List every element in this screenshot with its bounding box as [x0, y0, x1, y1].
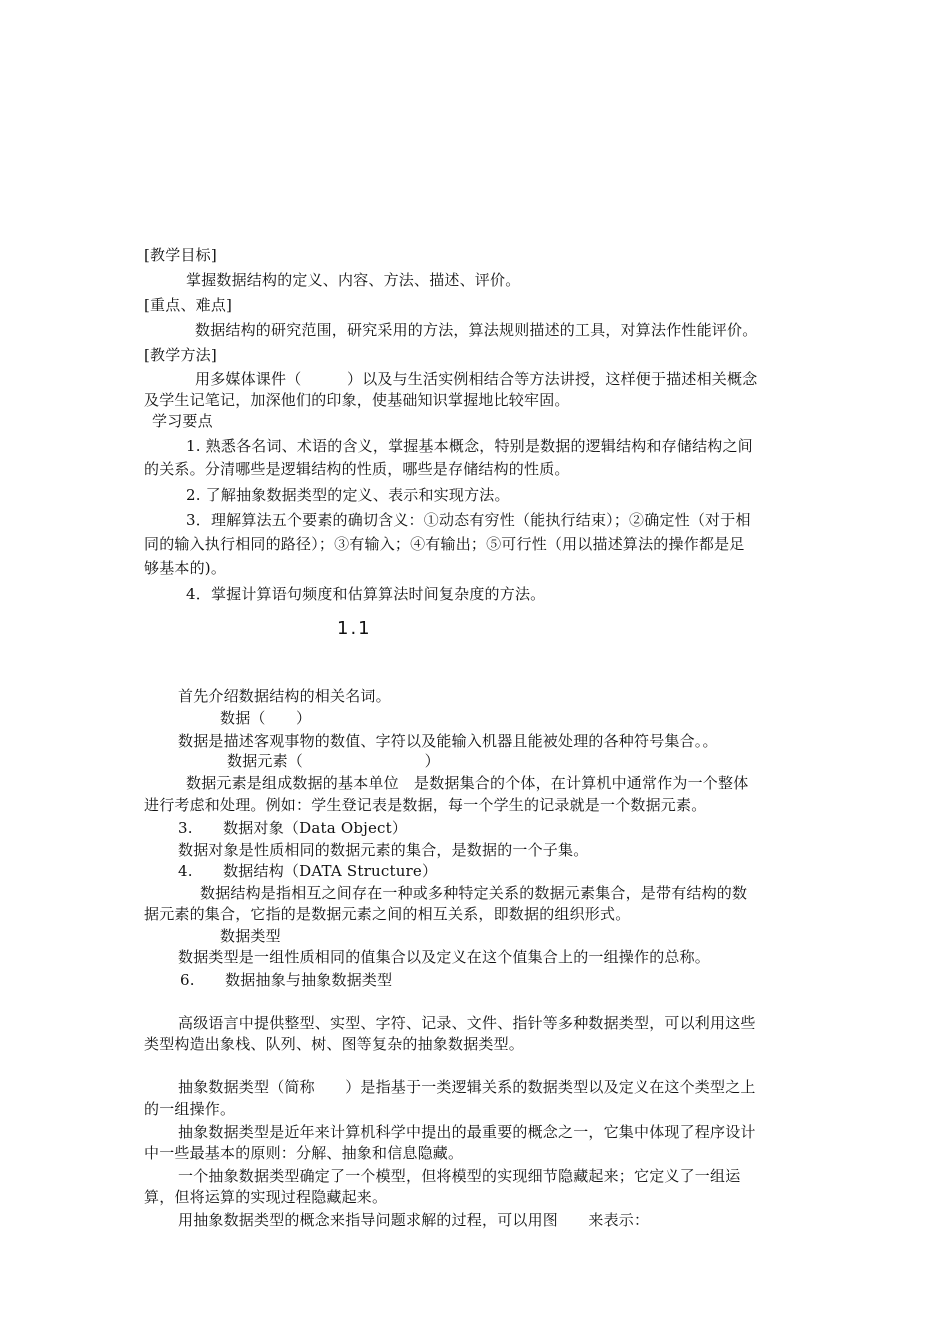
paragraph-line: 的关系。分清哪些是逻辑结构的性质，哪些是存储结构的性质。	[144, 460, 570, 478]
paragraph-line: 同的输入执行相同的路径）；③有输入；④有输出；⑤可行性（用以描述算法的操作都是足	[144, 535, 745, 553]
paragraph-line: 首先介绍数据结构的相关名词。	[178, 687, 391, 705]
section-number: 1.1	[337, 618, 372, 639]
paragraph-line: 抽象数据类型（简称 ）是指基于一类逻辑关系的数据类型以及定义在这个类型之上	[178, 1078, 756, 1096]
term-heading: 数据元素（ ）	[227, 752, 440, 770]
list-item: 2. 了解抽象数据类型的定义、表示和实现方法。	[186, 486, 510, 504]
paragraph-line: 数据结构是指相互之间存在一种或多种特定关系的数据元素集合，是带有结构的数	[200, 884, 748, 902]
paragraph-line: 数据类型是一组性质相同的值集合以及定义在这个值集合上的一组操作的总称。	[178, 948, 711, 966]
term-heading: 数据（ ）	[220, 709, 312, 727]
paragraph-line: 用多媒体课件（ ）以及与生活实例相结合等方法讲授，这样便于描述相关概念	[195, 370, 758, 388]
paragraph-line: 数据是描述客观事物的数值、字符以及能输入机器且能被处理的各种符号集合。。	[178, 732, 718, 750]
paragraph-line: 用抽象数据类型的概念来指导问题求解的过程，可以用图 来表示：	[178, 1211, 650, 1229]
term-heading: 数据类型	[220, 927, 281, 945]
list-item: 4．掌握计算语句频度和估算算法时间复杂度的方法。	[186, 585, 546, 603]
list-item: 3．理解算法五个要素的确切含义：①动态有穷性（能执行结束）；②确定性（对于相	[186, 511, 751, 529]
section-heading	[337, 618, 386, 639]
paragraph-line: 抽象数据类型是近年来计算机科学中提出的最重要的概念之一，它集中体现了程序设计	[178, 1123, 756, 1141]
paragraph-line: 数据元素是组成数据的基本单位 是数据集合的个体，在计算机中通常作为一个整体	[186, 774, 749, 792]
heading-study-points: 学习要点	[152, 412, 213, 430]
paragraph-line: 掌握数据结构的定义、内容、方法、描述、评价。	[186, 271, 521, 289]
paragraph-line: 类型构造出象栈、队列、树、图等复杂的抽象数据类型。	[144, 1035, 525, 1053]
heading-key-points: [重点、难点]	[144, 296, 233, 314]
paragraph-line: 一个抽象数据类型确定了一个模型，但将模型的实现细节隐藏起来；它定义了一组运	[178, 1167, 741, 1185]
paragraph-line: 据元素的集合，它指的是数据元素之间的相互关系，即数据的组织形式。	[144, 905, 631, 923]
paragraph-line: 够基本的)。	[144, 559, 227, 577]
paragraph-line: 数据对象是性质相同的数据元素的集合，是数据的一个子集。	[178, 841, 589, 859]
heading-teaching-method: [教学方法]	[144, 346, 217, 364]
paragraph-line: 及学生记笔记，加深他们的印象，使基础知识掌握地比较牢固。	[144, 391, 570, 409]
paragraph-line: 进行考虑和处理。例如：学生登记表是数据，每一个学生的记录就是一个数据元素。	[144, 796, 707, 814]
paragraph-line: 中一些最基本的原则：分解、抽象和信息隐藏。	[144, 1144, 464, 1162]
paragraph-line: 数据结构的研究范围，研究采用的方法，算法规则描述的工具，对算法作性能评价。	[195, 321, 758, 339]
term-heading: 6. 数据抽象与抽象数据类型	[180, 971, 393, 989]
paragraph-line: 算，但将运算的实现过程隐藏起来。	[144, 1188, 388, 1206]
paragraph-line: 的一组操作。	[144, 1100, 236, 1118]
paragraph-line: 高级语言中提供整型、实型、字符、记录、文件、指针等多种数据类型，可以利用这些	[178, 1014, 756, 1032]
term-heading: 4. 数据结构（DATA Structure）	[178, 862, 438, 880]
list-item: 1. 熟悉各名词、术语的含义，掌握基本概念，特别是数据的逻辑结构和存储结构之间	[186, 437, 753, 455]
term-heading: 3. 数据对象（Data Object）	[178, 819, 408, 837]
heading-teaching-goal: [教学目标]	[144, 246, 217, 264]
